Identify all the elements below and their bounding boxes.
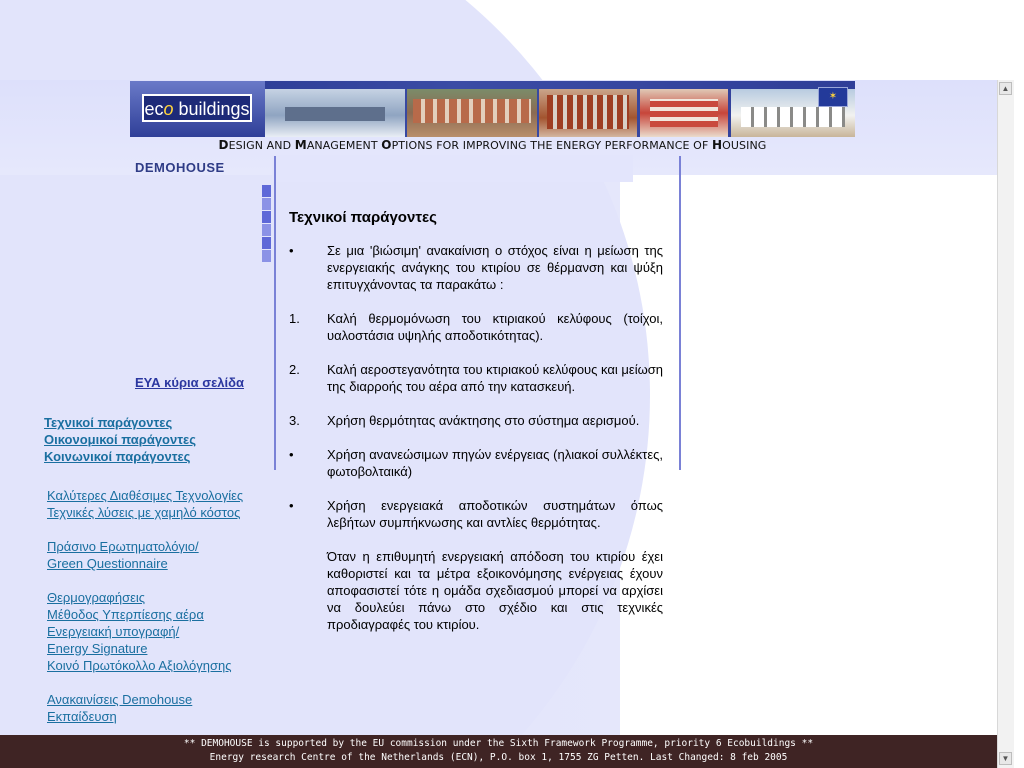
footer-funding-line: ** DEMOHOUSE is supported by the EU commission under the Sixth Framework Programme, priority 6 Ecobuildings ** (183, 738, 814, 749)
list-item (289, 242, 663, 293)
eu-flag-icon: ✶ (818, 87, 848, 107)
nav-demohouse-renovations[interactable]: Ανακαινίσεις Demohouse (47, 692, 193, 707)
ecobuildings-logo[interactable]: eco buildings (142, 94, 252, 122)
list-item-text: Σε μια 'βιώσιμη' ανακαίνιση ο στόχος είναι η μείωση της ενεργειακής ανάγκης του κτιρίου σε θέρμανση και ψύξη επιτυγχάνοντας τα παρακάτω : (327, 243, 663, 292)
header-photo-red-building (640, 89, 728, 137)
nav-thermography[interactable]: Θερμογραφήσεις (47, 590, 146, 605)
footer-address-line: Energy research Centre of the Netherlands (ECN), P.O. box 1, 1755 ZG Petten. Last Changed: 8 feb 2005 (209, 752, 788, 763)
scroll-up-arrow-icon[interactable]: ▲ (999, 82, 1012, 95)
main-content (289, 209, 663, 633)
number-mark: 1. (289, 311, 300, 326)
bullet-mark: • (289, 498, 294, 513)
nav-air-pressure-method[interactable]: Μέθοδος Υπερπίεσης αέρα (47, 607, 204, 622)
number-mark: 2. (289, 362, 300, 377)
section-title: DEMOHOUSE (135, 160, 225, 175)
nav-assessment-protocol[interactable]: Κοινό Πρωτόκολλο Αξιολόγησης (47, 658, 232, 673)
nav-energy-signature-en[interactable]: Energy Signature (47, 641, 148, 656)
list-item-text: Χρήση ανανεώσιμων πηγών ενέργειας (ηλιακοί συλλέκτες, φωτοβολταικά) (327, 447, 663, 479)
header-photo-modern-building (265, 89, 405, 137)
site-header (130, 81, 855, 137)
nav-green-questionnaire-en[interactable]: Green Questionnaire (47, 556, 168, 571)
bullet-mark: • (289, 243, 294, 258)
nav-best-technologies[interactable]: Καλύτερες Διαθέσιμες Τεχνολογίες (47, 488, 244, 503)
scroll-down-arrow-icon[interactable]: ▼ (999, 752, 1012, 765)
closing-paragraph: Όταν η επιθυμητή ενεργειακή απόδοση του κτιρίου έχει καθοριστεί και τα μέτρα εξοικονόμησης ενέργειας έχουν αποφασιστεί τότε η ομάδα σχεδιασμού μπορεί να αρχίσει να δουλεύει πάνω στο σχέδιο και στις τεχνικές προδιαγραφές του κτιρίου. (327, 549, 663, 632)
nav-training[interactable]: Εκπαίδευση (47, 709, 117, 724)
bullet-mark: • (289, 447, 294, 462)
logo-area (130, 81, 265, 137)
content-divider-right (679, 156, 681, 470)
accent-strip (262, 185, 271, 267)
nav-energy-signature-gr[interactable]: Ενεργειακή υπογραφή/ (47, 624, 180, 639)
nav-low-cost-solutions[interactable]: Τεχνικές λύσεις με χαμηλό κόστος (47, 505, 241, 520)
list-item (289, 412, 663, 429)
list-item (289, 361, 663, 395)
header-photo-brick-housing (407, 89, 537, 137)
nav-economic-factors[interactable]: Οικονομικοί παράγοντες (44, 432, 196, 447)
list-item (289, 446, 663, 480)
site-footer (0, 735, 997, 768)
list-item-text: Καλή θερμομόνωση του κτιριακού κελύφους (τοίχοι, υαλοστάσια υψηλής αποδοτικότητας). (327, 311, 663, 343)
vertical-scrollbar[interactable] (997, 80, 1014, 768)
list-item-text: Χρήση ενεργειακά αποδοτικών συστημάτων όπως λεβήτων συμπήκνωσης και αντλίες θερμότητας. (327, 498, 663, 530)
home-link[interactable]: ΕΥΑ κύρια σελίδα (135, 375, 245, 390)
list-item-text: Χρήση θερμότητας ανάκτησης στο σύστημα αερισμού. (327, 413, 640, 428)
list-item (289, 497, 663, 531)
number-mark: 3. (289, 413, 300, 428)
list-item-text: Καλή αεροστεγανότητα του κτιριακού κελύφους και μείωση της διαρροής του αέρα από την κατασκευή. (327, 362, 663, 394)
list-item (289, 310, 663, 344)
header-photo-apartment-block (539, 89, 637, 137)
resources-nav (47, 487, 243, 725)
site-tagline: DESIGN AND MANAGEMENT OPTIONS FOR IMPROVING THE ENERGY PERFORMANCE OF HOUSING (218, 138, 767, 152)
nav-social-factors[interactable]: Κοινωνικοί παράγοντες (44, 449, 191, 464)
factors-nav (44, 414, 196, 465)
nav-technical-factors[interactable]: Τεχνικοί παράγοντες (44, 415, 173, 430)
page-title: Τεχνικοί παράγοντες (289, 209, 437, 226)
nav-green-questionnaire-gr[interactable]: Πράσινο Ερωτηματολόγιο/ (47, 539, 199, 554)
section-bar (272, 155, 633, 182)
